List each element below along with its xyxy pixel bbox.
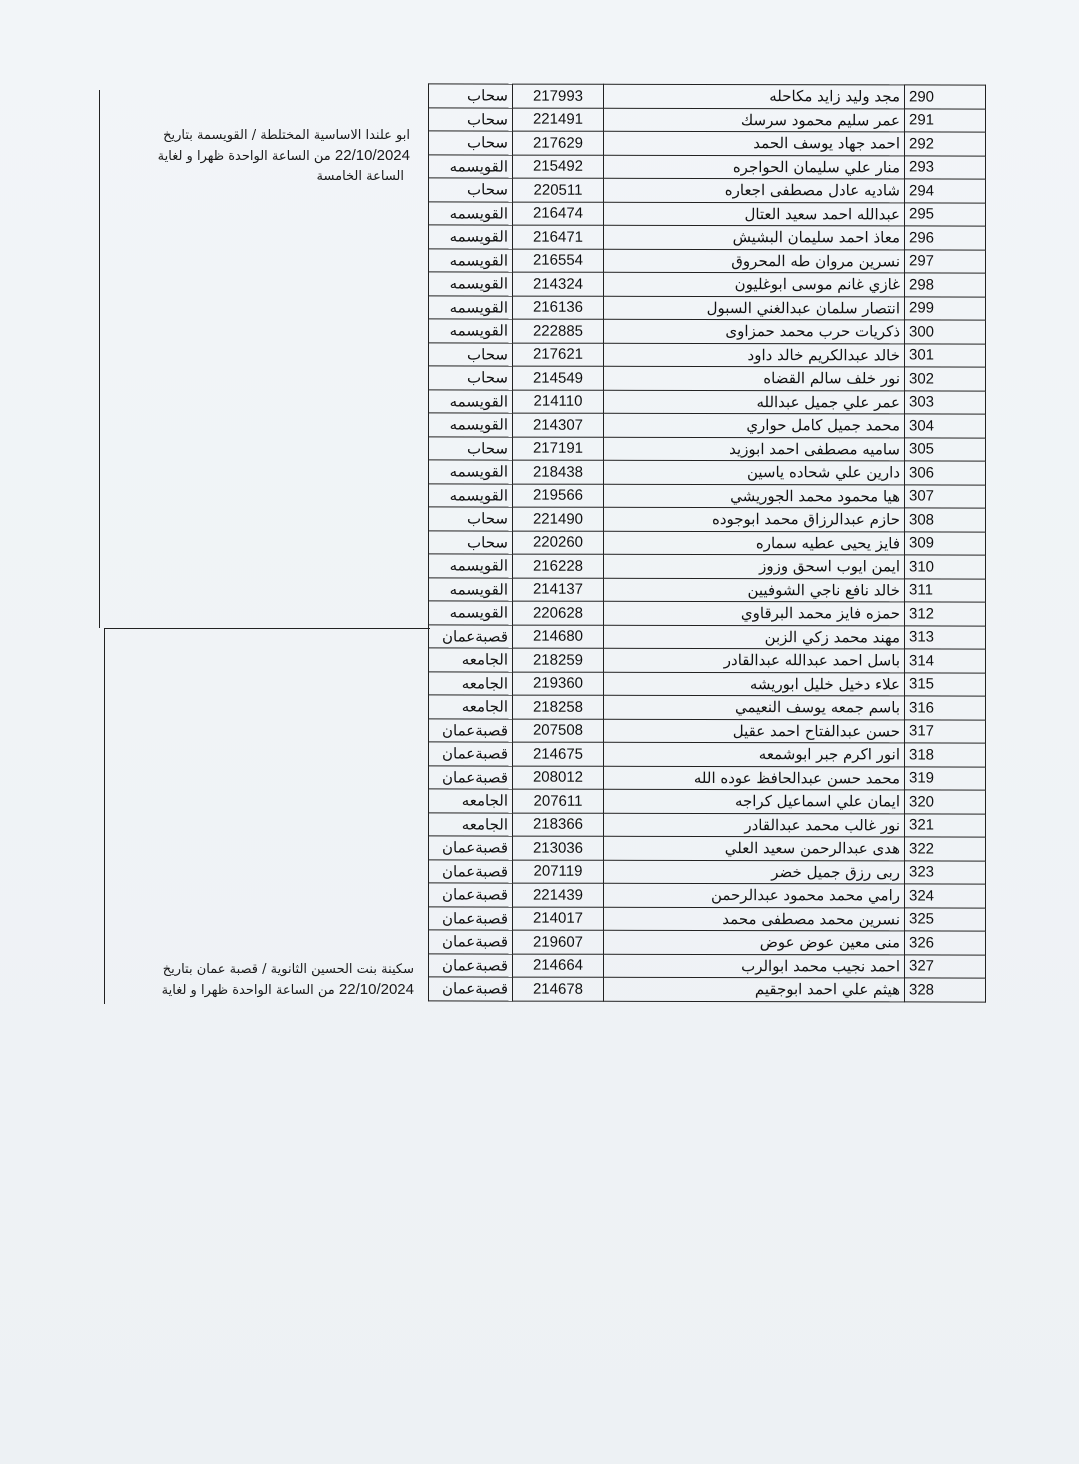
area-cell: القويسمه — [429, 554, 513, 578]
group-1-date: 22/10/2024 — [334, 147, 410, 164]
candidates-table — [428, 83, 986, 1002]
area-cell: سحاب — [429, 107, 513, 131]
area-cell: سحاب — [429, 366, 513, 390]
table-row — [429, 131, 986, 156]
name-cell: احمد نجيب محمد ابوالرب — [604, 954, 905, 978]
code-cell: 218438 — [513, 460, 604, 484]
table-row — [429, 436, 986, 461]
code-cell: 218258 — [513, 695, 604, 719]
number-cell: 297 — [905, 249, 986, 273]
area-cell: سحاب — [429, 131, 513, 155]
number-cell: 310 — [905, 555, 986, 579]
table-row — [429, 483, 986, 508]
name-cell: محمد حسن عبدالحافظ عوده الله — [604, 766, 905, 790]
area-cell: الجامعه — [429, 695, 513, 719]
name-cell: رامي محمد محمود عبدالرحمن — [604, 883, 905, 907]
number-cell: 294 — [905, 179, 986, 203]
code-cell: 217621 — [513, 343, 604, 367]
area-cell: قصبةعمان — [429, 836, 513, 860]
table-row — [429, 601, 986, 626]
number-cell: 324 — [905, 884, 986, 908]
table-row — [429, 225, 986, 250]
table-row — [429, 295, 986, 320]
number-cell: 296 — [905, 226, 986, 250]
number-cell: 326 — [905, 931, 986, 955]
table-row — [429, 953, 986, 978]
area-cell: قصبةعمان — [429, 742, 513, 766]
table-row — [429, 366, 986, 391]
number-cell: 304 — [905, 414, 986, 438]
number-cell: 327 — [905, 954, 986, 978]
area-cell: قصبةعمان — [429, 624, 513, 648]
area-cell: قصبةعمان — [429, 718, 513, 742]
number-cell: 319 — [905, 766, 986, 790]
group-border-left — [99, 90, 100, 628]
table-row — [429, 319, 986, 344]
table-row — [429, 178, 986, 203]
table-row — [429, 742, 986, 767]
area-cell: القويسمه — [429, 483, 513, 507]
table-row — [429, 930, 986, 955]
code-cell: 214324 — [513, 272, 604, 296]
table-row — [429, 812, 986, 837]
name-cell: ايمن ايوب اسحق وزوز — [604, 554, 905, 578]
name-cell: معاذ احمد سليمان البشيش — [604, 225, 905, 249]
name-cell: باسل احمد عبدالله عبدالقادر — [604, 648, 905, 672]
code-cell: 214307 — [513, 413, 604, 437]
code-cell: 216474 — [513, 202, 604, 226]
code-cell: 216228 — [513, 554, 604, 578]
candidates-table-body — [429, 84, 986, 1002]
name-cell: احمد جهاد يوسف الحمد — [604, 131, 905, 155]
area-cell: الجامعه — [429, 812, 513, 836]
area-cell: الجامعه — [429, 671, 513, 695]
number-cell: 312 — [905, 602, 986, 626]
table-row — [429, 554, 986, 579]
table-row — [429, 248, 986, 273]
code-cell: 214549 — [513, 366, 604, 390]
number-cell: 300 — [905, 320, 986, 344]
area-cell: سحاب — [429, 342, 513, 366]
number-cell: 316 — [905, 696, 986, 720]
name-cell: دارين علي شحاده ياسين — [604, 460, 905, 484]
table-row — [429, 577, 986, 602]
name-cell: ذكريات حرب محمد حمزاوى — [604, 319, 905, 343]
number-cell: 301 — [905, 343, 986, 367]
name-cell: نسرين محمد مصطفى محمد — [604, 907, 905, 931]
table-row — [429, 883, 986, 908]
number-cell: 303 — [905, 390, 986, 414]
number-cell: 314 — [905, 649, 986, 673]
name-cell: خالد نافع ناجي الشوفيين — [604, 578, 905, 602]
area-cell: قصبةعمان — [429, 930, 513, 954]
area-cell: قصبةعمان — [429, 883, 513, 907]
name-cell: نور غالب محمد عبدالقادر — [604, 813, 905, 837]
area-cell: قصبةعمان — [429, 906, 513, 930]
number-cell: 290 — [905, 85, 986, 109]
area-cell: القويسمه — [429, 272, 513, 296]
code-cell: 208012 — [513, 766, 604, 790]
name-cell: مهند محمد زكي الزبن — [604, 625, 905, 649]
table-row — [429, 272, 986, 297]
area-cell: سحاب — [429, 436, 513, 460]
code-cell: 214137 — [513, 578, 604, 602]
code-cell: 214110 — [513, 390, 604, 414]
code-cell: 218366 — [513, 813, 604, 837]
number-cell: 325 — [905, 907, 986, 931]
table-row — [429, 530, 986, 555]
name-cell: منى معين عوض عوض — [604, 930, 905, 954]
name-cell: ايمان علي اسماعيل كراجه — [604, 789, 905, 813]
code-cell: 216554 — [513, 249, 604, 273]
area-cell: القويسمه — [429, 295, 513, 319]
number-cell: 298 — [905, 273, 986, 297]
code-cell: 221491 — [513, 108, 604, 132]
number-cell: 318 — [905, 743, 986, 767]
area-cell: سحاب — [429, 530, 513, 554]
name-cell: عمر علي جميل عبدالله — [604, 390, 905, 414]
number-cell: 293 — [905, 155, 986, 179]
group-1-venue-line3: الساعة الخامسة — [316, 169, 404, 184]
group-2-venue-line1: سكينة بنت الحسين الثانوية / قصبة عمان بتاريخ — [162, 962, 414, 977]
number-cell: 323 — [905, 860, 986, 884]
table-row — [429, 624, 986, 649]
code-cell: 216471 — [513, 225, 604, 249]
name-cell: انتصار سلمان عبدالغني السبول — [604, 296, 905, 320]
name-cell: نور خلف سالم القضاه — [604, 366, 905, 390]
table-row — [429, 84, 986, 109]
area-cell: الجامعه — [429, 789, 513, 813]
name-cell: ساميه مصطفى احمد ابوزيد — [604, 437, 905, 461]
name-cell: حمزه فايز محمد البرقاوي — [604, 601, 905, 625]
code-cell: 222885 — [513, 319, 604, 343]
number-cell: 311 — [905, 578, 986, 602]
name-cell: مجد وليد زايد مكاحله — [604, 84, 905, 108]
code-cell: 218259 — [513, 648, 604, 672]
table-row — [429, 836, 986, 861]
group-1-venue-note — [120, 126, 410, 187]
code-cell: 214675 — [513, 742, 604, 766]
area-cell: القويسمه — [429, 577, 513, 601]
name-cell: علاء دخيل خليل ابوريشه — [604, 672, 905, 696]
area-cell: قصبةعمان — [429, 953, 513, 977]
table-row — [429, 695, 986, 720]
name-cell: فايز يحيى عطيه سماره — [604, 531, 905, 555]
name-cell: شاديه عادل مصطفى اجعاره — [604, 178, 905, 202]
area-cell: قصبةعمان — [429, 977, 513, 1001]
number-cell: 313 — [905, 625, 986, 649]
code-cell: 214664 — [513, 954, 604, 978]
code-cell: 214680 — [513, 625, 604, 649]
area-cell: سحاب — [429, 507, 513, 531]
code-cell: 217191 — [513, 437, 604, 461]
code-cell: 207119 — [513, 860, 604, 884]
area-cell: القويسمه — [429, 460, 513, 484]
name-cell: حازم عبدالرزاق محمد ابوجوده — [604, 507, 905, 531]
number-cell: 292 — [905, 132, 986, 156]
number-cell: 309 — [905, 531, 986, 555]
number-cell: 306 — [905, 461, 986, 485]
code-cell: 207611 — [513, 789, 604, 813]
code-cell: 220511 — [513, 178, 604, 202]
code-cell: 213036 — [513, 836, 604, 860]
table-row — [429, 648, 986, 673]
name-cell: هيا محمود محمد الجوريشي — [604, 484, 905, 508]
name-cell: عبدالله احمد سعيد العتال — [604, 202, 905, 226]
group-1-venue-line2-wrap — [120, 146, 410, 167]
table-row — [429, 859, 986, 884]
number-cell: 307 — [905, 484, 986, 508]
code-cell: 219360 — [513, 672, 604, 696]
area-cell: القويسمه — [429, 201, 513, 225]
number-cell: 321 — [905, 813, 986, 837]
table-row — [429, 671, 986, 696]
group-1-venue-line1: ابو علندا الاساسية المختلطة / القويسمة بتاريخ — [163, 128, 410, 143]
code-cell: 217993 — [513, 84, 604, 108]
table-row — [429, 107, 986, 132]
number-cell: 328 — [905, 978, 986, 1002]
area-cell: القويسمه — [429, 154, 513, 178]
area-cell: سحاب — [429, 84, 513, 108]
name-cell: هدى عبدالرحمن سعيد العلي — [604, 836, 905, 860]
area-cell: قصبةعمان — [429, 859, 513, 883]
table-row — [429, 389, 986, 414]
area-cell: القويسمه — [429, 319, 513, 343]
name-cell: غازي غانم موسى ابوغليون — [604, 272, 905, 296]
group-2-venue-line2-wrap — [124, 980, 414, 1001]
code-cell: 219566 — [513, 484, 604, 508]
code-cell: 215492 — [513, 155, 604, 179]
area-cell: سحاب — [429, 178, 513, 202]
group-border-left-2 — [104, 628, 105, 1004]
area-cell: القويسمه — [429, 389, 513, 413]
code-cell: 220628 — [513, 601, 604, 625]
code-cell: 207508 — [513, 719, 604, 743]
area-cell: القويسمه — [429, 248, 513, 272]
number-cell: 308 — [905, 508, 986, 532]
code-cell: 219607 — [513, 930, 604, 954]
name-cell: نسرين مروان طه المحروق — [604, 249, 905, 273]
number-cell: 299 — [905, 296, 986, 320]
area-cell: القويسمه — [429, 413, 513, 437]
table-row — [429, 154, 986, 179]
group-1-venue-line2: من الساعة الواحدة ظهرا و لغاية — [157, 149, 331, 164]
code-cell: 217629 — [513, 131, 604, 155]
name-cell: محمد جميل كامل حواري — [604, 413, 905, 437]
group-2-date: 22/10/2024 — [338, 981, 414, 998]
name-cell: حسن عبدالفتاح احمد عقيل — [604, 719, 905, 743]
area-cell: الجامعه — [429, 648, 513, 672]
table-row — [429, 789, 986, 814]
number-cell: 315 — [905, 672, 986, 696]
name-cell: ربى رزق جميل خضر — [604, 860, 905, 884]
number-cell: 302 — [905, 367, 986, 391]
area-cell: القويسمه — [429, 225, 513, 249]
code-cell: 220260 — [513, 531, 604, 555]
name-cell: باسم جمعه يوسف النعيمي — [604, 695, 905, 719]
name-cell: منار علي سليمان الحواجره — [604, 155, 905, 179]
number-cell: 317 — [905, 719, 986, 743]
code-cell: 216136 — [513, 296, 604, 320]
code-cell: 214017 — [513, 907, 604, 931]
table-row — [429, 460, 986, 485]
number-cell: 291 — [905, 108, 986, 132]
area-cell: قصبةعمان — [429, 765, 513, 789]
number-cell: 320 — [905, 790, 986, 814]
group-2-venue-note — [124, 960, 414, 1001]
group-2-venue-line2: من الساعة الواحدة ظهرا و لغاية — [161, 983, 335, 998]
name-cell: هيثم علي احمد ابوجقيم — [604, 977, 905, 1001]
number-cell: 322 — [905, 837, 986, 861]
table-row — [429, 342, 986, 367]
area-cell: القويسمه — [429, 601, 513, 625]
code-cell: 214678 — [513, 977, 604, 1001]
name-cell: عمر سليم محمود سرسك — [604, 108, 905, 132]
group-divider — [104, 628, 430, 629]
table-row — [429, 977, 986, 1002]
table-row — [429, 906, 986, 931]
table-row — [429, 765, 986, 790]
table-row — [429, 201, 986, 226]
code-cell: 221490 — [513, 507, 604, 531]
name-cell: انور اكرم جبر ابوشمعه — [604, 742, 905, 766]
name-cell: خالد عبدالكريم خالد داود — [604, 343, 905, 367]
number-cell: 295 — [905, 202, 986, 226]
table-row — [429, 413, 986, 438]
code-cell: 221439 — [513, 883, 604, 907]
table-row — [429, 718, 986, 743]
number-cell: 305 — [905, 437, 986, 461]
table-row — [429, 507, 986, 532]
